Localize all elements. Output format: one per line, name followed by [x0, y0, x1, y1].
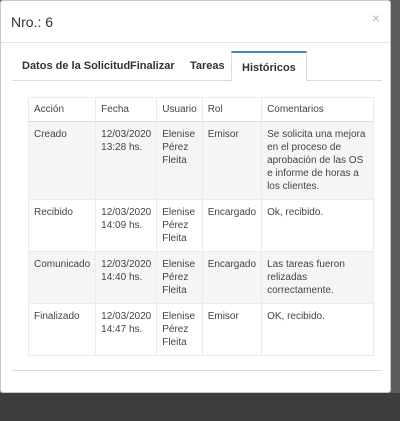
table-header-row: [29, 98, 374, 122]
table-row: [29, 200, 374, 252]
historicos-table: [28, 97, 374, 356]
cell-fecha: 12/03/2020 14:47 hs.: [96, 304, 157, 356]
cell-accion: Recibido: [29, 200, 96, 252]
modal-title: Nro.: 6: [11, 14, 54, 30]
table-row: [29, 122, 374, 200]
header-accion: Acción: [29, 98, 96, 122]
cell-rol: Emisor: [202, 122, 261, 200]
table-row: [29, 304, 374, 356]
tab-tareas[interactable]: Tareas: [190, 60, 225, 72]
cell-accion: Finalizado: [29, 304, 96, 356]
modal-header: [1, 1, 390, 43]
cell-usuario: Elenise Pérez Fleita: [157, 304, 202, 356]
historicos-panel: [12, 81, 382, 371]
table-row: [29, 252, 374, 304]
tab-datos-solicitud[interactable]: Datos de la Solicitud: [22, 60, 131, 72]
cell-fecha: 12/03/2020 14:09 hs.: [96, 200, 157, 252]
cell-accion: Creado: [29, 122, 96, 200]
header-comentarios: Comentarios: [262, 98, 374, 122]
tab-finalizar[interactable]: Finalizar: [130, 60, 175, 72]
cell-fecha: 12/03/2020 14:40 hs.: [96, 252, 157, 304]
cell-rol: Encargado: [202, 252, 261, 304]
cell-comentarios: OK, recibido.: [262, 304, 374, 356]
cell-comentarios: Las tareas fueron relizadas correctamente.: [262, 252, 374, 304]
cell-rol: Emisor: [202, 304, 261, 356]
background-footer: [0, 393, 400, 421]
close-icon[interactable]: ×: [371, 10, 380, 26]
cell-usuario: Elenise Pérez Fleita: [157, 252, 202, 304]
cell-rol: Encargado: [202, 200, 261, 252]
cell-usuario: Elenise Pérez Fleita: [157, 200, 202, 252]
tab-bar: [12, 51, 382, 81]
header-fecha: Fecha: [96, 98, 157, 122]
header-rol: Rol: [202, 98, 261, 122]
cell-comentarios: Se solicita una mejora en el proceso de aprobación de las OS e informe de horas a los clientes.: [262, 122, 374, 200]
header-usuario: Usuario: [157, 98, 202, 122]
cell-comentarios: Ok, recibido.: [262, 200, 374, 252]
tab-historicos[interactable]: Históricos: [231, 51, 307, 82]
cell-fecha: 12/03/2020 13:28 hs.: [96, 122, 157, 200]
cell-usuario: Elenise Pérez Fleita: [157, 122, 202, 200]
cell-accion: Comunicado: [29, 252, 96, 304]
